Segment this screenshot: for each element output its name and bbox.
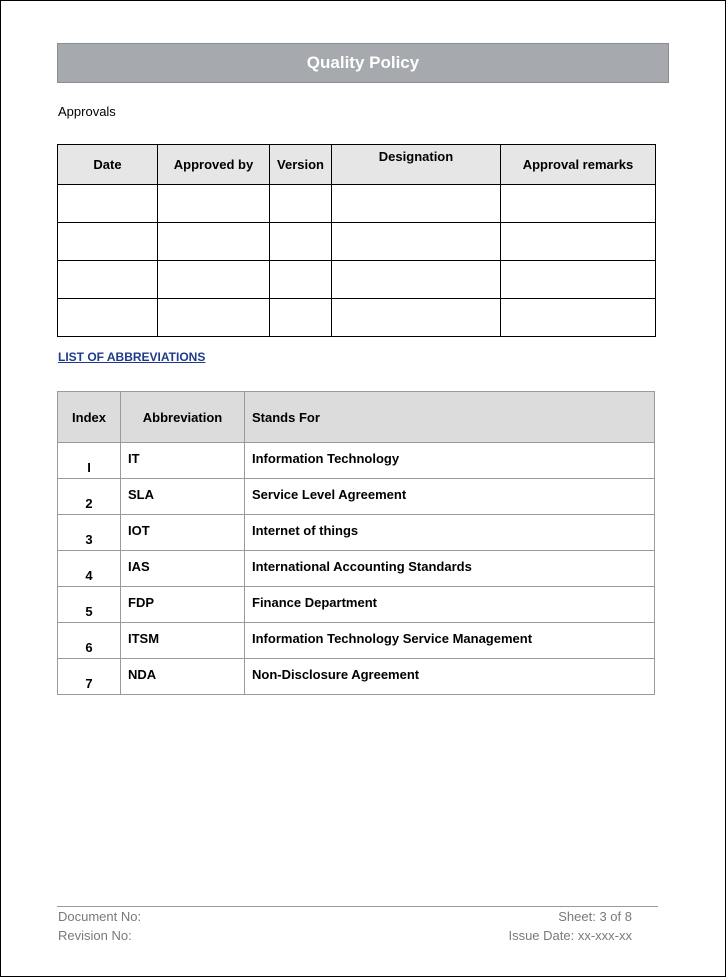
approvals-cell <box>332 261 501 299</box>
abbreviation-index: I <box>58 443 121 479</box>
abbreviation-stands-for: Information Technology <box>245 443 655 479</box>
approvals-col-version: Version <box>270 145 332 185</box>
footer-revision-no: Revision No: <box>58 928 132 943</box>
approvals-row <box>58 299 656 337</box>
approvals-cell <box>270 223 332 261</box>
abbreviation-stands-for: International Accounting Standards <box>245 551 655 587</box>
table-row <box>58 443 655 479</box>
approvals-cell <box>501 261 656 299</box>
footer-divider <box>57 906 658 907</box>
approvals-cell <box>270 299 332 337</box>
abbreviation-code: IT <box>121 443 245 479</box>
approvals-row <box>58 185 656 223</box>
page-title-bar <box>57 43 669 83</box>
approvals-row <box>58 223 656 261</box>
approvals-label: Approvals <box>58 104 116 119</box>
approvals-header-row <box>58 145 656 185</box>
abbreviation-index: 6 <box>58 623 121 659</box>
approvals-col-designation: Designation <box>332 145 501 185</box>
approvals-cell <box>58 299 158 337</box>
abbreviations-body <box>58 443 655 695</box>
approvals-col-approved-by: Approved by <box>158 145 270 185</box>
approvals-cell <box>332 223 501 261</box>
table-row <box>58 623 655 659</box>
abbreviations-heading: LIST OF ABBREVIATIONS <box>58 350 206 364</box>
approvals-body <box>58 185 656 337</box>
approvals-cell <box>270 261 332 299</box>
abbreviation-code: FDP <box>121 587 245 623</box>
approvals-cell <box>501 185 656 223</box>
footer-issue-date: Issue Date: xx-xxx-xx <box>508 928 632 943</box>
approvals-table <box>57 144 656 337</box>
abbreviation-stands-for: Internet of things <box>245 515 655 551</box>
abbreviation-code: IAS <box>121 551 245 587</box>
table-row <box>58 515 655 551</box>
abbreviation-index: 3 <box>58 515 121 551</box>
approvals-cell <box>501 299 656 337</box>
abbreviation-stands-for: Non-Disclosure Agreement <box>245 659 655 695</box>
approvals-cell <box>158 261 270 299</box>
abbreviation-code: SLA <box>121 479 245 515</box>
approvals-cell <box>501 223 656 261</box>
abbreviations-col-index: Index <box>58 392 121 443</box>
approvals-cell <box>158 299 270 337</box>
approvals-cell <box>332 299 501 337</box>
table-row <box>58 479 655 515</box>
approvals-cell <box>58 185 158 223</box>
abbreviation-code: ITSM <box>121 623 245 659</box>
abbreviation-index: 4 <box>58 551 121 587</box>
approvals-cell <box>332 185 501 223</box>
abbreviation-index: 2 <box>58 479 121 515</box>
abbreviation-stands-for: Information Technology Service Management <box>245 623 655 659</box>
abbreviation-code: NDA <box>121 659 245 695</box>
approvals-cell <box>158 223 270 261</box>
approvals-col-date: Date <box>58 145 158 185</box>
abbreviation-index: 7 <box>58 659 121 695</box>
approvals-cell <box>58 223 158 261</box>
page-title: Quality Policy <box>306 53 420 72</box>
abbreviations-col-stands-for: Stands For <box>245 392 655 443</box>
approvals-cell <box>58 261 158 299</box>
table-row <box>58 587 655 623</box>
abbreviation-index: 5 <box>58 587 121 623</box>
abbreviation-code: IOT <box>121 515 245 551</box>
table-row <box>58 659 655 695</box>
abbreviation-stands-for: Service Level Agreement <box>245 479 655 515</box>
approvals-col-remarks: Approval remarks <box>501 145 656 185</box>
approvals-cell <box>270 185 332 223</box>
footer-sheet: Sheet: 3 of 8 <box>558 909 632 924</box>
abbreviations-header-row <box>58 392 655 443</box>
footer-document-no: Document No: <box>58 909 142 924</box>
approvals-row <box>58 261 656 299</box>
approvals-cell <box>158 185 270 223</box>
abbreviations-col-abbreviation: Abbreviation <box>121 392 245 443</box>
table-row <box>58 551 655 587</box>
abbreviation-stands-for: Finance Department <box>245 587 655 623</box>
abbreviations-table <box>57 391 655 695</box>
